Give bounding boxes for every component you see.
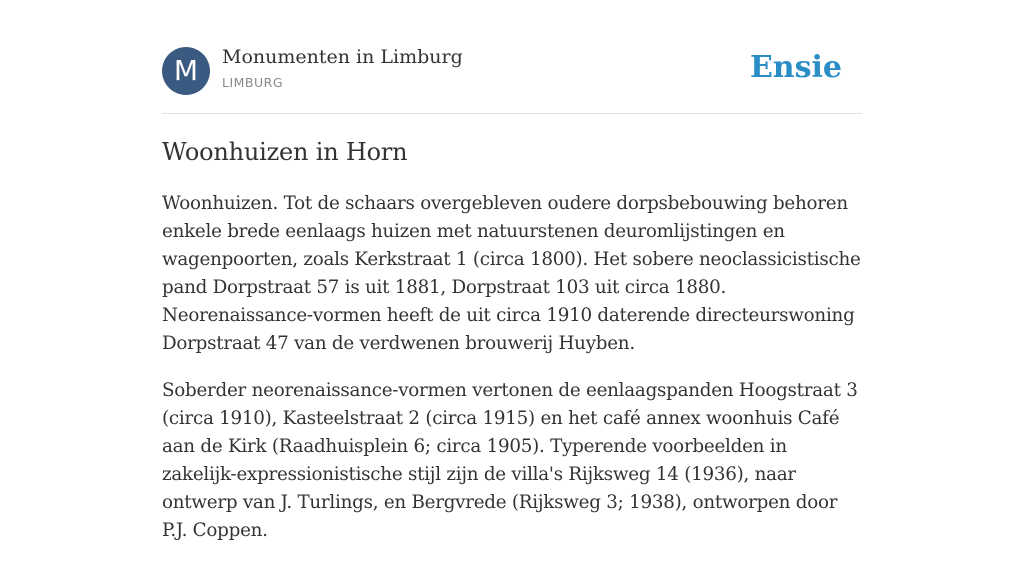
site-title[interactable]: Monumenten in Limburg <box>222 46 463 68</box>
page-container <box>162 0 862 541</box>
article-paragraph: Woonhuizen. Tot de schaars overgebleven oudere dorpsbebouwing behoren enkele brede eenlaags huizen met natuurstenen deuromlijstingen en wagenpoorten, zoals Kerkstraat 1 (circa 1800). Het sobere neoclassicistische pand Dorpstraat 57 is uit 1881, Dorpstraat 103 uit circa 1880. Neorenaissance-vormen heeft de uit circa 1910 daterende directeurswoning Dorpstraat 47 van de verdwenen brouwerij Huyben. <box>162 193 861 354</box>
brand-logo-link[interactable]: Ensie <box>749 50 842 85</box>
avatar[interactable]: M <box>162 47 210 95</box>
article-body <box>162 190 862 564</box>
site-header <box>162 0 862 114</box>
article-paragraph: Soberder neorenaissance-vormen vertonen de eenlaagspanden Hoogstraat 3 (circa 1910), Kasteelstraat 2 (circa 1915) en het café annex woonhuis Café aan de Kirk (Raadhuisplein 6; circa 1905). Typerende voorbeelden in zakelijk-expressionistische stijl zijn de villa's Rijksweg 14 (1936), naar ontwerp van J. Turlings, en Bergvrede (Rijksweg 3; 1938), ontworpen door P.J. Coppen. <box>162 380 858 541</box>
page-title: Woonhuizen in Horn <box>162 138 408 166</box>
site-subtitle[interactable]: LIMBURG <box>222 75 284 90</box>
